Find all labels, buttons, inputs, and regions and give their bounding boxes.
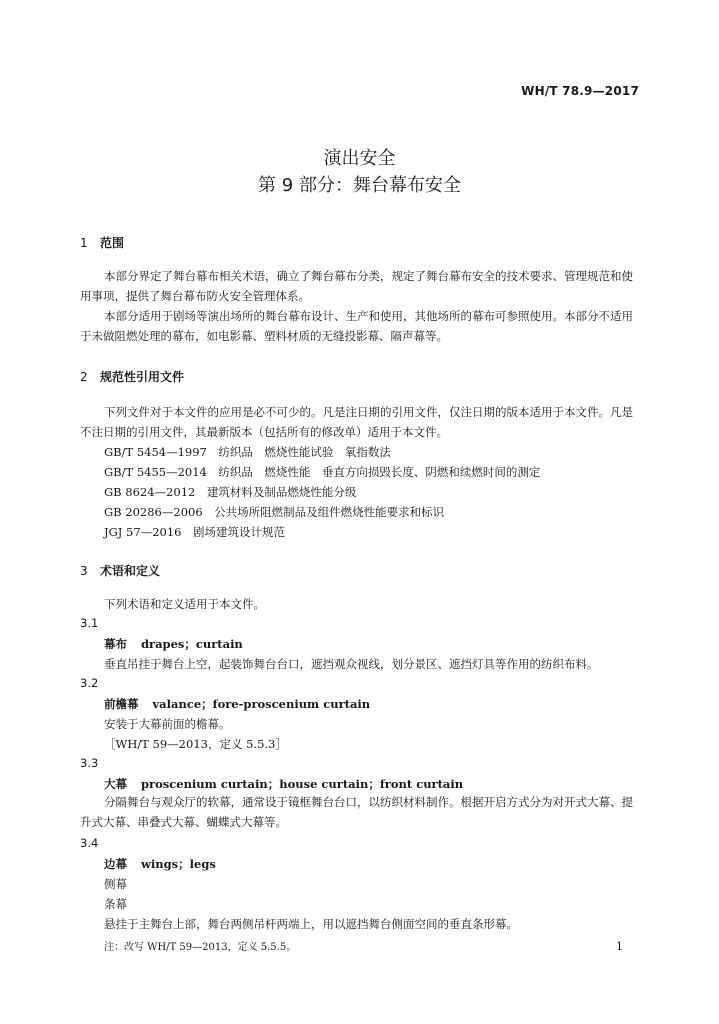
section-3-heading xyxy=(80,562,160,579)
term-definition: 分隔舞台与观众厅的软幕，通常设于镜框舞台台口，以纺织材料制作。根据开启方式分为对开式大幕、提升式大幕、串叠式大幕、蝴蝶式大幕等。 xyxy=(80,795,633,829)
term-zh: 边幕 xyxy=(104,857,127,871)
term-definition: 悬挂于主舞台上部，舞台两侧吊杆两端上，用以遮挡舞台侧面空间的垂直条形幕。 xyxy=(104,917,518,931)
term-note: 注：改写 WH/T 59—2013，定义 5.5.5。 xyxy=(104,942,297,953)
section-title: 规范性引用文件 xyxy=(100,370,185,384)
term-synonym: 条幕 xyxy=(104,897,127,911)
standard-code: WH/T 78.9—2017 xyxy=(521,84,639,98)
reference-item: JGJ 57—2016 剧场建筑设计规范 xyxy=(104,525,285,539)
term-number: 3.1 xyxy=(80,616,99,630)
reference-item: GB/T 5455—2014 纺织品 燃烧性能 垂直方向损毁长度、阴燃和续燃时间的测定 xyxy=(104,465,541,479)
term-entry xyxy=(104,776,463,792)
term-zh: 大幕 xyxy=(104,777,127,791)
term-number: 3.2 xyxy=(80,676,99,690)
term-entry xyxy=(104,856,216,872)
paragraph: 本部分界定了舞台幕布相关术语，确立了舞台幕布分类，规定了舞台幕布安全的技术要求、管理规范和使用事项，提供了舞台幕布防火安全管理体系。 xyxy=(80,269,633,303)
section-title: 范围 xyxy=(100,236,125,250)
page-number: 1 xyxy=(616,940,623,953)
term-number: 3.3 xyxy=(80,756,99,770)
term-en: drapes；curtain xyxy=(141,637,243,651)
section-number: 1 xyxy=(80,236,88,250)
term-source: ［WH/T 59—2013，定义 5.5.3］ xyxy=(104,737,287,751)
section-number: 3 xyxy=(80,564,88,578)
document-title: 演出安全 xyxy=(323,148,396,169)
section-2-heading xyxy=(80,368,184,385)
paragraph: 下列术语和定义适用于本文件。 xyxy=(104,597,265,611)
term-zh: 前檐幕 xyxy=(104,697,139,711)
document-subtitle: 第 9 部分：舞台幕布安全 xyxy=(258,175,461,196)
term-zh: 幕布 xyxy=(104,637,127,651)
paragraph: 本部分适用于剧场等演出场所的舞台幕布设计、生产和使用，其他场所的幕布可参照使用。本部分不适用于未做阻燃处理的幕布，如电影幕、塑料材质的无缝投影幕、隔声幕等。 xyxy=(80,309,633,343)
term-synonym: 侧幕 xyxy=(104,877,127,891)
section-number: 2 xyxy=(80,370,88,384)
paragraph: 下列文件对于本文件的应用是必不可少的。凡是注日期的引用文件，仅注日期的版本适用于本文件。凡是不注日期的引用文件，其最新版本（包括所有的修改单）适用于本文件。 xyxy=(80,405,633,439)
term-definition: 垂直吊挂于舞台上空，起装饰舞台台口，遮挡观众视线，划分景区、遮挡灯具等作用的纺织布料。 xyxy=(104,657,599,671)
section-1-heading xyxy=(80,234,124,251)
reference-item: GB/T 5454—1997 纺织品 燃烧性能试验 氧指数法 xyxy=(104,445,391,459)
term-en: wings；legs xyxy=(141,857,216,871)
reference-item: GB 20286—2006 公共场所阻燃制品及组件燃烧性能要求和标识 xyxy=(104,505,445,519)
term-entry xyxy=(104,636,243,652)
term-number: 3.4 xyxy=(80,836,99,850)
section-title: 术语和定义 xyxy=(100,564,161,578)
reference-item: GB 8624—2012 建筑材料及制品燃烧性能分级 xyxy=(104,485,357,499)
term-en: proscenium curtain；house curtain；front curtain xyxy=(141,777,464,791)
term-definition: 安装于大幕前面的檐幕。 xyxy=(104,717,231,731)
term-entry xyxy=(104,696,370,712)
term-en: valance；fore-proscenium curtain xyxy=(152,697,371,711)
